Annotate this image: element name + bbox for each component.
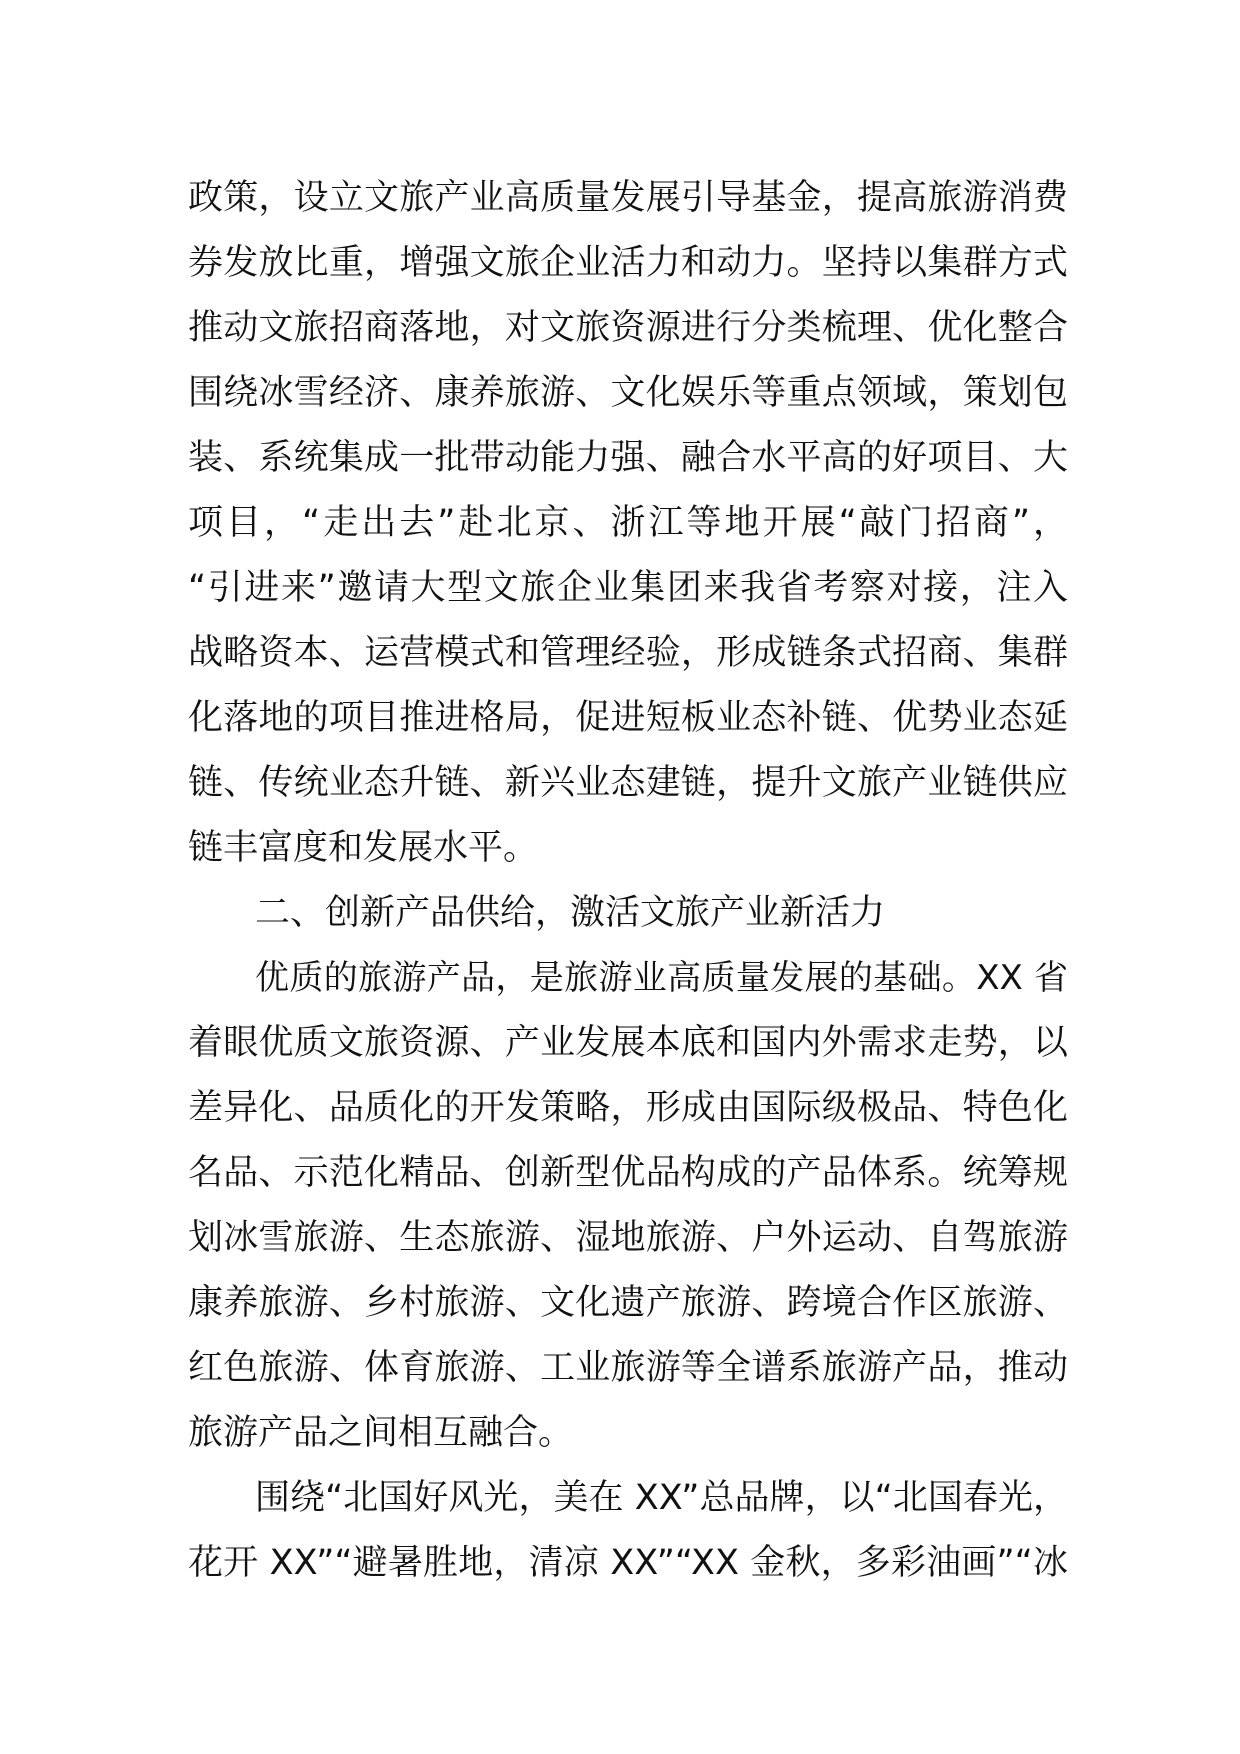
text-line: 二、创新产品供给，激活文旅产业新活力 [255, 893, 886, 933]
text-line: “引进来”邀请大型文旅企业集团来我省考察对接，注入 [188, 568, 1068, 608]
text-line: 花开 XX”“避暑胜地，清凉 XX”“XX 金秋，多彩油画”“冰 [188, 1543, 1068, 1583]
text-line: 装、系统集成一批带动能力强、融合水平高的好项目、大 [188, 438, 1068, 478]
text-line: 链、传统业态升链、新兴业态建链，提升文旅产业链供应 [188, 763, 1068, 803]
text-line: 化落地的项目推进格局，促进短板业态补链、优势业态延 [188, 698, 1068, 738]
text-line: 划冰雪旅游、生态旅游、湿地旅游、户外运动、自驾旅游 [188, 1218, 1068, 1258]
text-line: 康养旅游、乡村旅游、文化遗产旅游、跨境合作区旅游、 [188, 1283, 1068, 1323]
text-line: 链丰富度和发展水平。 [188, 828, 539, 868]
text-line: 红色旅游、体育旅游、工业旅游等全谱系旅游产品，推动 [188, 1348, 1068, 1388]
text-line: 项目，“走出去”赴北京、浙江等地开展“敲门招商”， [188, 503, 1068, 543]
text-line: 名品、示范化精品、创新型优品构成的产品体系。统筹规 [188, 1153, 1068, 1193]
text-line: 券发放比重，增强文旅企业活力和动力。坚持以集群方式 [188, 243, 1068, 283]
text-line: 围绕冰雪经济、康养旅游、文化娱乐等重点领域，策划包 [188, 373, 1068, 413]
body-text [188, 166, 1068, 1596]
text-line: 旅游产品之间相互融合。 [188, 1413, 574, 1453]
text-line: 优质的旅游产品，是旅游业高质量发展的基础。XX 省 [255, 958, 1068, 998]
text-line: 围绕“北国好风光，美在 XX”总品牌，以“北国春光， [255, 1478, 1068, 1518]
text-line: 推动文旅招商落地，对文旅资源进行分类梳理、优化整合 [188, 308, 1068, 348]
text-line: 战略资本、运营模式和管理经验，形成链条式招商、集群 [188, 633, 1068, 673]
text-line: 差异化、品质化的开发策略，形成由国际级极品、特色化 [188, 1088, 1068, 1128]
text-line: 政策，设立文旅产业高质量发展引导基金，提高旅游消费 [188, 178, 1068, 218]
text-line: 着眼优质文旅资源、产业发展本底和国内外需求走势，以 [188, 1023, 1068, 1063]
